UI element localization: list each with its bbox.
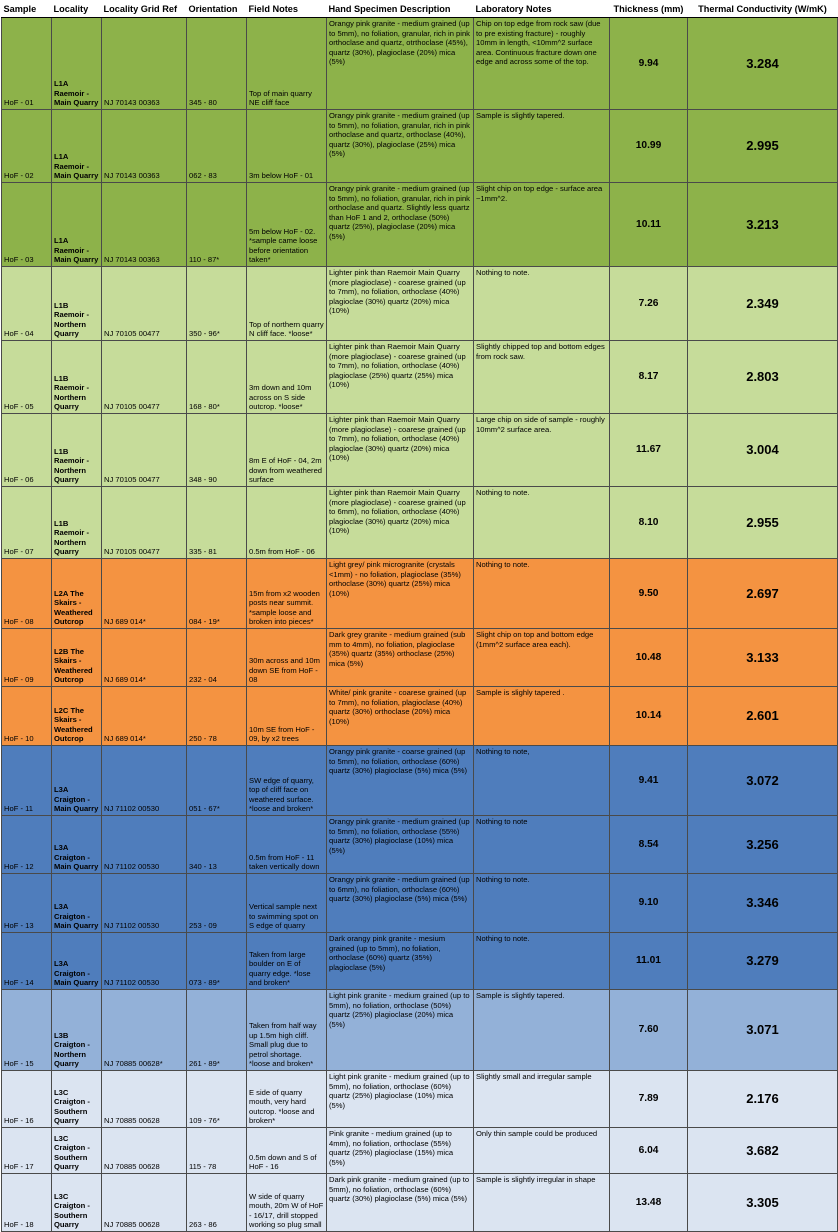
- field-notes: 30m across and 10m down SE from HoF - 08: [247, 629, 327, 687]
- locality: L3A Craigton - Main Quarry: [52, 874, 102, 933]
- grid-ref: NJ 70143 00363: [102, 183, 187, 267]
- lab-notes: Only thin sample could be produced: [474, 1128, 610, 1174]
- hand-specimen-description: Orangy pink granite - coarse grained (up to 5mm), no foliation, orthoclase (60%) quartz (30%) plagioclase (5%) mica (5%): [327, 746, 474, 816]
- table-row: [2, 18, 838, 110]
- hand-specimen-description: Lighter pink than Raemoir Main Quarry (more plagioclase) - coarese grained (up to 7mm), no foliation, orthoclase (40%) plagioclase (25%) quartz (25%) mica (10%): [327, 341, 474, 414]
- header-sample: Sample: [2, 0, 52, 18]
- locality: L3C Craigton - Southern Quarry: [52, 1071, 102, 1128]
- thickness-value: 11.01: [610, 933, 688, 990]
- lab-notes: Large chip on side of sample - roughly 10mm^2 surface area.: [474, 414, 610, 487]
- grid-ref: NJ 70143 00363: [102, 110, 187, 183]
- lab-notes: Sample is slighly tapered .: [474, 687, 610, 746]
- field-notes: 15m from x2 wooden posts near summit. *sample loose and broken into pieces*: [247, 559, 327, 629]
- table-row: [2, 1174, 838, 1232]
- hand-specimen-description: Lighter pink than Raemoir Main Quarry (more plagioclase) - coarese grained (up to 7mm), no foliation, orthoclase (40%) plagioclae (30%) quartz (20%) mica (10%): [327, 267, 474, 341]
- table-row: [2, 933, 838, 990]
- field-notes: Top of main quarry NE cliff face: [247, 18, 327, 110]
- header-thickness: Thickness (mm): [610, 0, 688, 18]
- field-notes: 3m down and 10m across on S side outcrop. *loose*: [247, 341, 327, 414]
- lab-notes: Nothing to note,: [474, 746, 610, 816]
- orientation: 062 - 83: [187, 110, 247, 183]
- hand-specimen-description: Orangy pink granite - medium grained (up to 5mm), no foliation, granular, rich in pink orthoclase and quartz. Slightly less quartz than HoF 1 and 2, orthoclase (50%) quartz (25%), plagioclase (20%) mica (5%): [327, 183, 474, 267]
- grid-ref: NJ 71102 00530: [102, 874, 187, 933]
- grid-ref: NJ 689 014*: [102, 629, 187, 687]
- table-row: [2, 487, 838, 559]
- sample-id: HoF - 16: [2, 1071, 52, 1128]
- conductivity-value: 3.279: [688, 933, 838, 990]
- sample-id: HoF - 11: [2, 746, 52, 816]
- field-notes: 10m SE from HoF - 09, by x2 trees: [247, 687, 327, 746]
- grid-ref: NJ 70105 00477: [102, 267, 187, 341]
- orientation: 348 - 90: [187, 414, 247, 487]
- field-notes: 5m below HoF - 02. *sample came loose before orientation taken*: [247, 183, 327, 267]
- conductivity-value: 3.213: [688, 183, 838, 267]
- thickness-value: 9.94: [610, 18, 688, 110]
- sample-id: HoF - 09: [2, 629, 52, 687]
- grid-ref: NJ 70885 00628*: [102, 990, 187, 1071]
- lab-notes: Nothing to note.: [474, 874, 610, 933]
- hand-specimen-description: White/ pink granite - coarese grained (up to 7mm), no foliation, plagioclase (40%) quartz (30%) orthoclase (20%) mica (10%): [327, 687, 474, 746]
- orientation: 109 - 76*: [187, 1071, 247, 1128]
- conductivity-value: 3.133: [688, 629, 838, 687]
- lab-notes: Nothing to note: [474, 816, 610, 874]
- hand-specimen-description: Dark orangy pink granite - mesium grained (up to 5mm), no foliation, orthoclase (60%) quartz (35%) plagioclase (5%): [327, 933, 474, 990]
- thickness-value: 7.89: [610, 1071, 688, 1128]
- thickness-value: 9.41: [610, 746, 688, 816]
- header-lab-notes: Laboratory Notes: [474, 0, 610, 18]
- conductivity-value: 2.995: [688, 110, 838, 183]
- conductivity-value: 3.256: [688, 816, 838, 874]
- table-row: [2, 687, 838, 746]
- grid-ref: NJ 689 014*: [102, 687, 187, 746]
- field-notes: 3m below HoF - 01: [247, 110, 327, 183]
- orientation: 232 - 04: [187, 629, 247, 687]
- thickness-value: 8.10: [610, 487, 688, 559]
- orientation: 084 - 19*: [187, 559, 247, 629]
- conductivity-value: 2.955: [688, 487, 838, 559]
- lab-notes: Sample is slightly tapered.: [474, 110, 610, 183]
- thickness-value: 7.26: [610, 267, 688, 341]
- grid-ref: NJ 70105 00477: [102, 341, 187, 414]
- grid-ref: NJ 689 014*: [102, 559, 187, 629]
- sample-id: HoF - 17: [2, 1128, 52, 1174]
- header-grid-ref: Locality Grid Ref: [102, 0, 187, 18]
- orientation: 115 - 78: [187, 1128, 247, 1174]
- thickness-value: 10.11: [610, 183, 688, 267]
- sample-id: HoF - 01: [2, 18, 52, 110]
- header-hand-specimen: Hand Specimen Description: [327, 0, 474, 18]
- hand-specimen-description: Orangy pink granite - medium grained (up to 5mm), no foliation, granular, rich in pink orthoclase and quartz, orthoclase (40%), quartz (30%), plagioclase (25%) mica (5%): [327, 110, 474, 183]
- sample-id: HoF - 12: [2, 816, 52, 874]
- hand-specimen-description: Lighter pink than Raemoir Main Quarry (more plagioclase) - coarese grained (up to 7mm), no foliation, orthoclase (40%) plagioclae (30%) quartz (20%) mica (10%): [327, 414, 474, 487]
- conductivity-value: 3.682: [688, 1128, 838, 1174]
- sample-id: HoF - 18: [2, 1174, 52, 1232]
- hand-specimen-description: Light grey/ pink microgranite (crystals <1mm) - no foliation, plagioclase (35%) orthoclase (30%) quartz (25%) mica (10%): [327, 559, 474, 629]
- grid-ref: NJ 70105 00477: [102, 487, 187, 559]
- conductivity-value: 2.697: [688, 559, 838, 629]
- sample-id: HoF - 13: [2, 874, 52, 933]
- field-notes: Top of northern quarry N cliff face. *loose*: [247, 267, 327, 341]
- orientation: 110 - 87*: [187, 183, 247, 267]
- table-row: [2, 746, 838, 816]
- locality: L1A Raemoir - Main Quarry: [52, 183, 102, 267]
- lab-notes: Slightly small and irregular sample: [474, 1071, 610, 1128]
- hand-specimen-description: Orangy pink granite - medium grained (up to 5mm), no foliation, orthoclase (55%) quartz (30%) plagioclase (10%) mica (5%): [327, 816, 474, 874]
- table-row: [2, 1128, 838, 1174]
- hand-specimen-description: Dark pink granite - medium grained (up to 5mm), no foliation, orthoclase (60%) quartz (30%) plagioclase (5%) mica (5%): [327, 1174, 474, 1232]
- grid-ref: NJ 70885 00628: [102, 1128, 187, 1174]
- field-notes: W side of quarry mouth, 20m W of HoF - 16/17, drill stopped working so plug small: [247, 1174, 327, 1232]
- grid-ref: NJ 70105 00477: [102, 414, 187, 487]
- locality: L1A Raemoir - Main Quarry: [52, 110, 102, 183]
- field-notes: 8m E of HoF - 04, 2m down from weathered surface: [247, 414, 327, 487]
- conductivity-value: 2.349: [688, 267, 838, 341]
- sample-id: HoF - 07: [2, 487, 52, 559]
- table-row: [2, 341, 838, 414]
- lab-notes: Sample is slightly irregular in shape: [474, 1174, 610, 1232]
- lab-notes: Sample is slightly tapered.: [474, 990, 610, 1071]
- conductivity-value: 2.176: [688, 1071, 838, 1128]
- sample-id: HoF - 14: [2, 933, 52, 990]
- lab-notes: Slightly chipped top and bottom edges from rock saw.: [474, 341, 610, 414]
- orientation: 051 - 67*: [187, 746, 247, 816]
- thickness-value: 8.17: [610, 341, 688, 414]
- thickness-value: 11.67: [610, 414, 688, 487]
- grid-ref: NJ 71102 00530: [102, 933, 187, 990]
- table-row: [2, 874, 838, 933]
- lab-notes: Slight chip on top edge - surface area ~1mm^2.: [474, 183, 610, 267]
- header-locality: Locality: [52, 0, 102, 18]
- thickness-value: 10.14: [610, 687, 688, 746]
- locality: L3A Craigton - Main Quarry: [52, 746, 102, 816]
- grid-ref: NJ 70143 00363: [102, 18, 187, 110]
- lab-notes: Chip on top edge from rock saw (due to pre existing fracture) - roughly 10mm in length, <10mm^2 surface area. Continuous fracture down one edge and across some of the top.: [474, 18, 610, 110]
- sample-id: HoF - 03: [2, 183, 52, 267]
- thickness-value: 6.04: [610, 1128, 688, 1174]
- conductivity-value: 3.346: [688, 874, 838, 933]
- lab-notes: Nothing to note.: [474, 559, 610, 629]
- conductivity-value: 3.305: [688, 1174, 838, 1232]
- lab-notes: Nothing to note.: [474, 487, 610, 559]
- table-row: [2, 816, 838, 874]
- sample-id: HoF - 04: [2, 267, 52, 341]
- conductivity-value: 3.284: [688, 18, 838, 110]
- table-row: [2, 559, 838, 629]
- sample-id: HoF - 02: [2, 110, 52, 183]
- locality: L2B The Skairs - Weathered Outcrop: [52, 629, 102, 687]
- grid-ref: NJ 70885 00628: [102, 1071, 187, 1128]
- grid-ref: NJ 70885 00628: [102, 1174, 187, 1232]
- locality: L1A Raemoir - Main Quarry: [52, 18, 102, 110]
- sample-id: HoF - 10: [2, 687, 52, 746]
- orientation: 253 - 09: [187, 874, 247, 933]
- hand-specimen-description: Pink granite - medium grained (up to 4mm), no foliation, orthoclase (55%) quartz (25%) plagioclase (15%) mica (5%): [327, 1128, 474, 1174]
- orientation: 263 - 86: [187, 1174, 247, 1232]
- thickness-value: 9.50: [610, 559, 688, 629]
- table-row: [2, 183, 838, 267]
- locality: L3C Craigton - Southern Quarry: [52, 1174, 102, 1232]
- header-orientation: Orientation: [187, 0, 247, 18]
- conductivity-value: 2.601: [688, 687, 838, 746]
- orientation: 350 - 96*: [187, 267, 247, 341]
- sample-id: HoF - 05: [2, 341, 52, 414]
- field-notes: Taken from half way up 1.5m high cliff. Small plug due to petrol shortage. *loose and broken*: [247, 990, 327, 1071]
- locality: L3A Craigton - Main Quarry: [52, 816, 102, 874]
- field-notes: Vertical sample next to swimming spot on S edge of quarry: [247, 874, 327, 933]
- header-row: [2, 0, 838, 18]
- sample-id: HoF - 06: [2, 414, 52, 487]
- table-row: [2, 990, 838, 1071]
- locality: L1B Raemoir - Northern Quarry: [52, 341, 102, 414]
- conductivity-value: 3.004: [688, 414, 838, 487]
- thickness-value: 13.48: [610, 1174, 688, 1232]
- locality: L2A The Skairs - Weathered Outcrop: [52, 559, 102, 629]
- header-conductivity: Thermal Conductivity (W/mK): [688, 0, 838, 18]
- orientation: 345 - 80: [187, 18, 247, 110]
- lab-notes: Slight chip on top and bottom edge (1mm^2 surface area each).: [474, 629, 610, 687]
- header-field-notes: Field Notes: [247, 0, 327, 18]
- orientation: 168 - 80*: [187, 341, 247, 414]
- locality: L1B Raemoir - Northern Quarry: [52, 267, 102, 341]
- field-notes: 0.5m from HoF - 11 taken vertically down: [247, 816, 327, 874]
- field-notes: SW edge of quarry, top of cliff face on weathered surface. *loose and broken*: [247, 746, 327, 816]
- locality: L3A Craigton - Main Quarry: [52, 933, 102, 990]
- thickness-value: 9.10: [610, 874, 688, 933]
- locality: L3C Craigton - Southern Quarry: [52, 1128, 102, 1174]
- table-row: [2, 1071, 838, 1128]
- field-notes: E side of quarry mouth, very hard outcrop. *loose and broken*: [247, 1071, 327, 1128]
- orientation: 335 - 81: [187, 487, 247, 559]
- table-row: [2, 414, 838, 487]
- hand-specimen-description: Orangy pink granite - medium grained (up to 6mm), no foliation, orthoclase (60%) quartz (30%) plagioclase (5%) mica (5%): [327, 874, 474, 933]
- orientation: 261 - 89*: [187, 990, 247, 1071]
- sample-id: HoF - 08: [2, 559, 52, 629]
- hand-specimen-description: Light pink granite - medium grained (up to 5mm), no foliation, orthoclase (50%) quartz (25%) plagioclase (20%) mica (5%): [327, 990, 474, 1071]
- sample-id: HoF - 15: [2, 990, 52, 1071]
- field-notes: Taken from large boulder on E of quarry edge. *lose and broken*: [247, 933, 327, 990]
- grid-ref: NJ 71102 00530: [102, 816, 187, 874]
- samples-table: [1, 0, 838, 1232]
- locality: L1B Raemoir - Northern Quarry: [52, 487, 102, 559]
- locality: L3B Craigton - Northern Quarry: [52, 990, 102, 1071]
- orientation: 073 - 89*: [187, 933, 247, 990]
- thickness-value: 8.54: [610, 816, 688, 874]
- lab-notes: Nothing to note.: [474, 267, 610, 341]
- grid-ref: NJ 71102 00530: [102, 746, 187, 816]
- table-row: [2, 267, 838, 341]
- hand-specimen-description: Light pink granite - medium grained (up to 5mm), no foliation, orthoclase (60%) quartz (25%) plagioclase (10%) mica (5%): [327, 1071, 474, 1128]
- hand-specimen-description: Dark grey granite - medium grained (sub mm to 4mm), no foliation, plagioclase (35%) quartz (35%) orthoclase (25%) mica (5%): [327, 629, 474, 687]
- lab-notes: Nothing to note.: [474, 933, 610, 990]
- hand-specimen-description: Orangy pink granite - medium grained (up to 5mm), no foliation, granular, rich in pink orthoclase and quartz, otrthoclase (45%), quartz (30%), plagioclase (20%) mica (5%): [327, 18, 474, 110]
- conductivity-value: 2.803: [688, 341, 838, 414]
- orientation: 250 - 78: [187, 687, 247, 746]
- field-notes: 0.5m down and S of HoF - 16: [247, 1128, 327, 1174]
- conductivity-value: 3.072: [688, 746, 838, 816]
- thickness-value: 7.60: [610, 990, 688, 1071]
- table-row: [2, 629, 838, 687]
- thickness-value: 10.99: [610, 110, 688, 183]
- hand-specimen-description: Lighter pink than Raemoir Main Quarry (more plagioclase) - coarese grained (up to 6mm), no foliation, orthoclase (40%) plagioclae (30%) quartz (20%) mica (10%): [327, 487, 474, 559]
- orientation: 340 - 13: [187, 816, 247, 874]
- conductivity-value: 3.071: [688, 990, 838, 1071]
- locality: L2C The Skairs - Weathered Outcrop: [52, 687, 102, 746]
- thickness-value: 10.48: [610, 629, 688, 687]
- field-notes: 0.5m from HoF - 06: [247, 487, 327, 559]
- table-row: [2, 110, 838, 183]
- locality: L1B Raemoir - Northern Quarry: [52, 414, 102, 487]
